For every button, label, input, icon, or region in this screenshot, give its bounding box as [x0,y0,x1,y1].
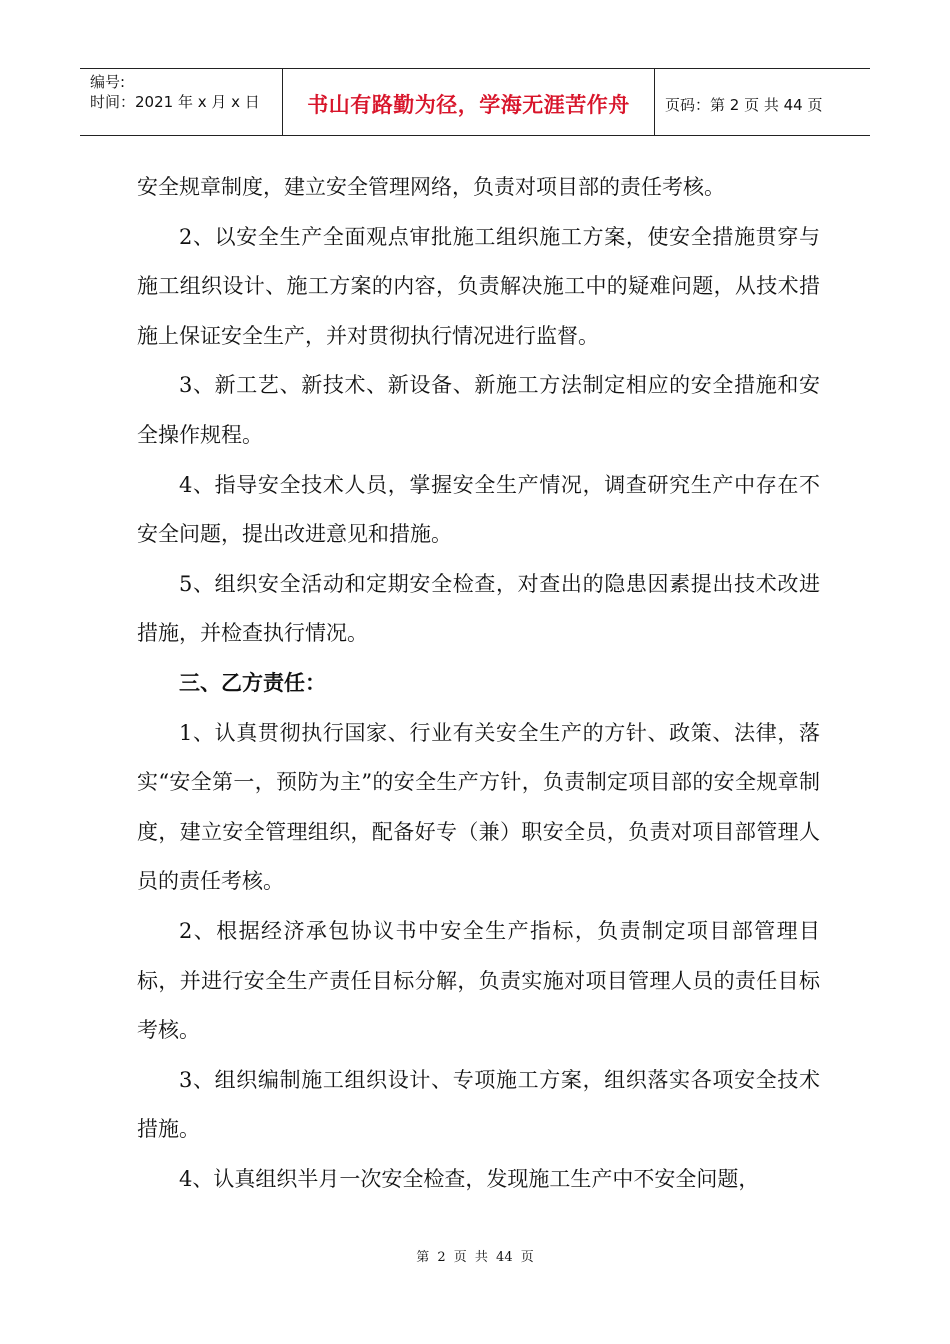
header-page-cell [655,69,870,135]
paragraph: 安全规章制度，建立安全管理网络，负责对项目部的责任考核。 [137,175,725,199]
section-heading: 三、乙方责任： [179,670,326,695]
document-number-label: 编号: [90,73,126,91]
header-motto: 书山有路勤为径，学海无涯苦作舟 [307,93,630,117]
page-footer: 第 2 页 共 44 页 [416,1250,534,1265]
document-body [137,163,820,1204]
paragraph: 3、新工艺、新技术、新设备、新施工方法制定相应的安全措施和安全操作规程。 [137,373,820,447]
header-motto-cell [283,69,655,135]
header-page-info: 页码：第 2 页 共 44 页 [665,95,823,114]
paragraph: 5、组织安全活动和定期安全检查，对查出的隐患因素提出技术改进措施，并检查执行情况。 [137,571,820,646]
paragraph: 1、认真贯彻执行国家、行业有关安全生产的方针、政策、法律，落实“安全第一，预防为主”的安全生产方针，负责制定项目部的安全规章制度，建立安全管理组织，配备好专（兼）职安全员，负责对项目部管理人员的责任考核。 [137,720,820,894]
paragraph: 2、以安全生产全面观点审批施工组织施工方案，使安全措施贯穿与施工组织设计、施工方案的内容，负责解决施工中的疑难问题，从技术措施上保证安全生产，并对贯彻执行情况进行监督。 [137,224,820,348]
header-meta-cell [80,69,283,135]
document-date: 时间：2021 年 x 月 x 日 [90,93,260,111]
paragraph: 2、根据经济承包协议书中安全生产指标，负责制定项目部管理目标，并进行安全生产责任目标分解，负责实施对项目管理人员的责任目标考核。 [137,918,820,1043]
paragraph: 4、指导安全技术人员，掌握安全生产情况，调查研究生产中存在不安全问题，提出改进意见和措施。 [137,472,820,547]
paragraph: 4、认真组织半月一次安全检查，发现施工生产中不安全问题， [179,1166,760,1191]
paragraph: 3、组织编制施工组织设计、专项施工方案，组织落实各项安全技术措施。 [137,1067,820,1142]
page-header [80,68,870,136]
